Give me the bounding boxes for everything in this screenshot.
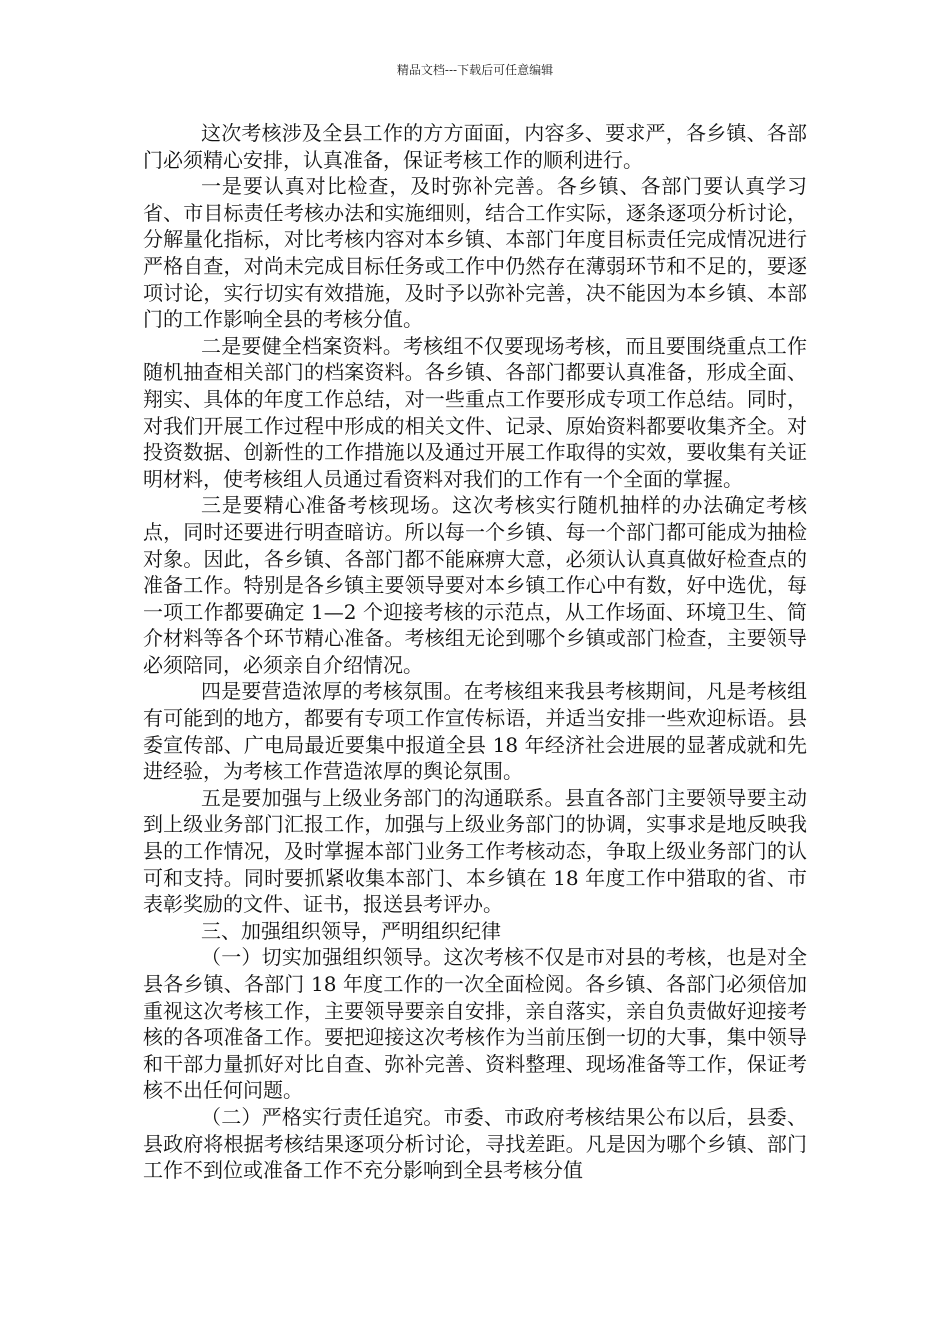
paragraph-item-3: 三是要精心准备考核现场。这次考核实行随机抽样的办法确定考核点，同时还要进行明查暗访。所以每一个乡镇、每一个部门都可能成为抽检对象。因此，各乡镇、各部门都不能麻痹大意，必须认认真真做好检查点的准备工作。特别是各乡镇主要领导要对本乡镇工作心中有数，好中选优，每一项工作都要确定 1—2 个迎接考核的示范点，从工作场面、环境卫生、简介材料等各个环节精心准备。考核组无论到哪个乡镇或部门检查，主要领导必须陪同，必须亲自介绍情况。 xyxy=(143,493,807,677)
section-heading: 三、加强组织领导，严明组织纪律 xyxy=(201,918,501,943)
paragraph-intro: 这次考核涉及全县工作的方方面面，内容多、要求严，各乡镇、各部门必须精心安排，认真准备，保证考核工作的顺利进行。 xyxy=(143,121,807,172)
paragraph-sub-1: （一）切实加强组织领导。这次考核不仅是市对县的考核，也是对全县各乡镇、各部门 18 年度工作的一次全面检阅。各乡镇、各部门必须倍加重视这次考核工作，主要领导要亲自安排，亲自落实，亲自负责做好迎接考核的各项准备工作。要把迎接这次考核作为当前压倒一切的大事，集中领导和干部力量抓好对比自查、弥补完善、资料整理、现场准备等工作，保证考核不出任何问题。 xyxy=(143,945,807,1103)
paragraph-item-5: 五是要加强与上级业务部门的沟通联系。县直各部门主要领导要主动到上级业务部门汇报工作，加强与上级业务部门的协调，实事求是地反映我县的工作情况，及时掌握本部门业务工作考核动态，争取上级业务部门的认可和支持。同时要抓紧收集本部门、本乡镇在 18 年度工作中猎取的省、市表彰奖励的文件、证书，报送县考评办。 xyxy=(143,785,807,917)
paragraph-item-1: 一是要认真对比检查，及时弥补完善。各乡镇、各部门要认真学习省、市目标责任考核办法和实施细则，结合工作实际，逐条逐项分析讨论，分解量化指标，对比考核内容对本乡镇、本部门年度目标责任完成情况进行严格自查，对尚未完成目标任务或工作中仍然存在薄弱环节和不足的，要逐项讨论，实行切实有效措施，及时予以弥补完善，决不能因为本乡镇、本部门的工作影响全县的考核分值。 xyxy=(143,174,807,332)
page-header: 精品文档---下载后可任意编辑 xyxy=(396,63,554,77)
paragraph-item-4: 四是要营造浓厚的考核氛围。在考核组来我县考核期间，凡是考核组有可能到的地方，都要有专项工作宣传标语，并适当安排一些欢迎标语。县委宣传部、广电局最近要集中报道全县 18 年经济社会进展的显著成就和先进经验，为考核工作营造浓厚的舆论氛围。 xyxy=(143,679,807,784)
paragraph-item-2: 二是要健全档案资料。考核组不仅要现场考核，而且要围绕重点工作随机抽查相关部门的档案资料。各乡镇、各部门都要认真准备，形成全面、翔实、具体的年度工作总结，对一些重点工作要形成专项工作总结。同时，对我们开展工作过程中形成的相关文件、记录、原始资料都要收集齐全。对投资数据、创新性的工作措施以及通过开展工作取得的实效，要收集有关证明材料，使考核组人员通过看资料对我们的工作有一个全面的掌握。 xyxy=(143,333,807,491)
paragraph-sub-2: （二）严格实行责任追究。市委、市政府考核结果公布以后，县委、县政府将根据考核结果逐项分析讨论，寻找差距。凡是因为哪个乡镇、部门工作不到位或准备工作不充分影响到全县考核分值 xyxy=(143,1104,807,1183)
document-body xyxy=(143,120,807,1184)
